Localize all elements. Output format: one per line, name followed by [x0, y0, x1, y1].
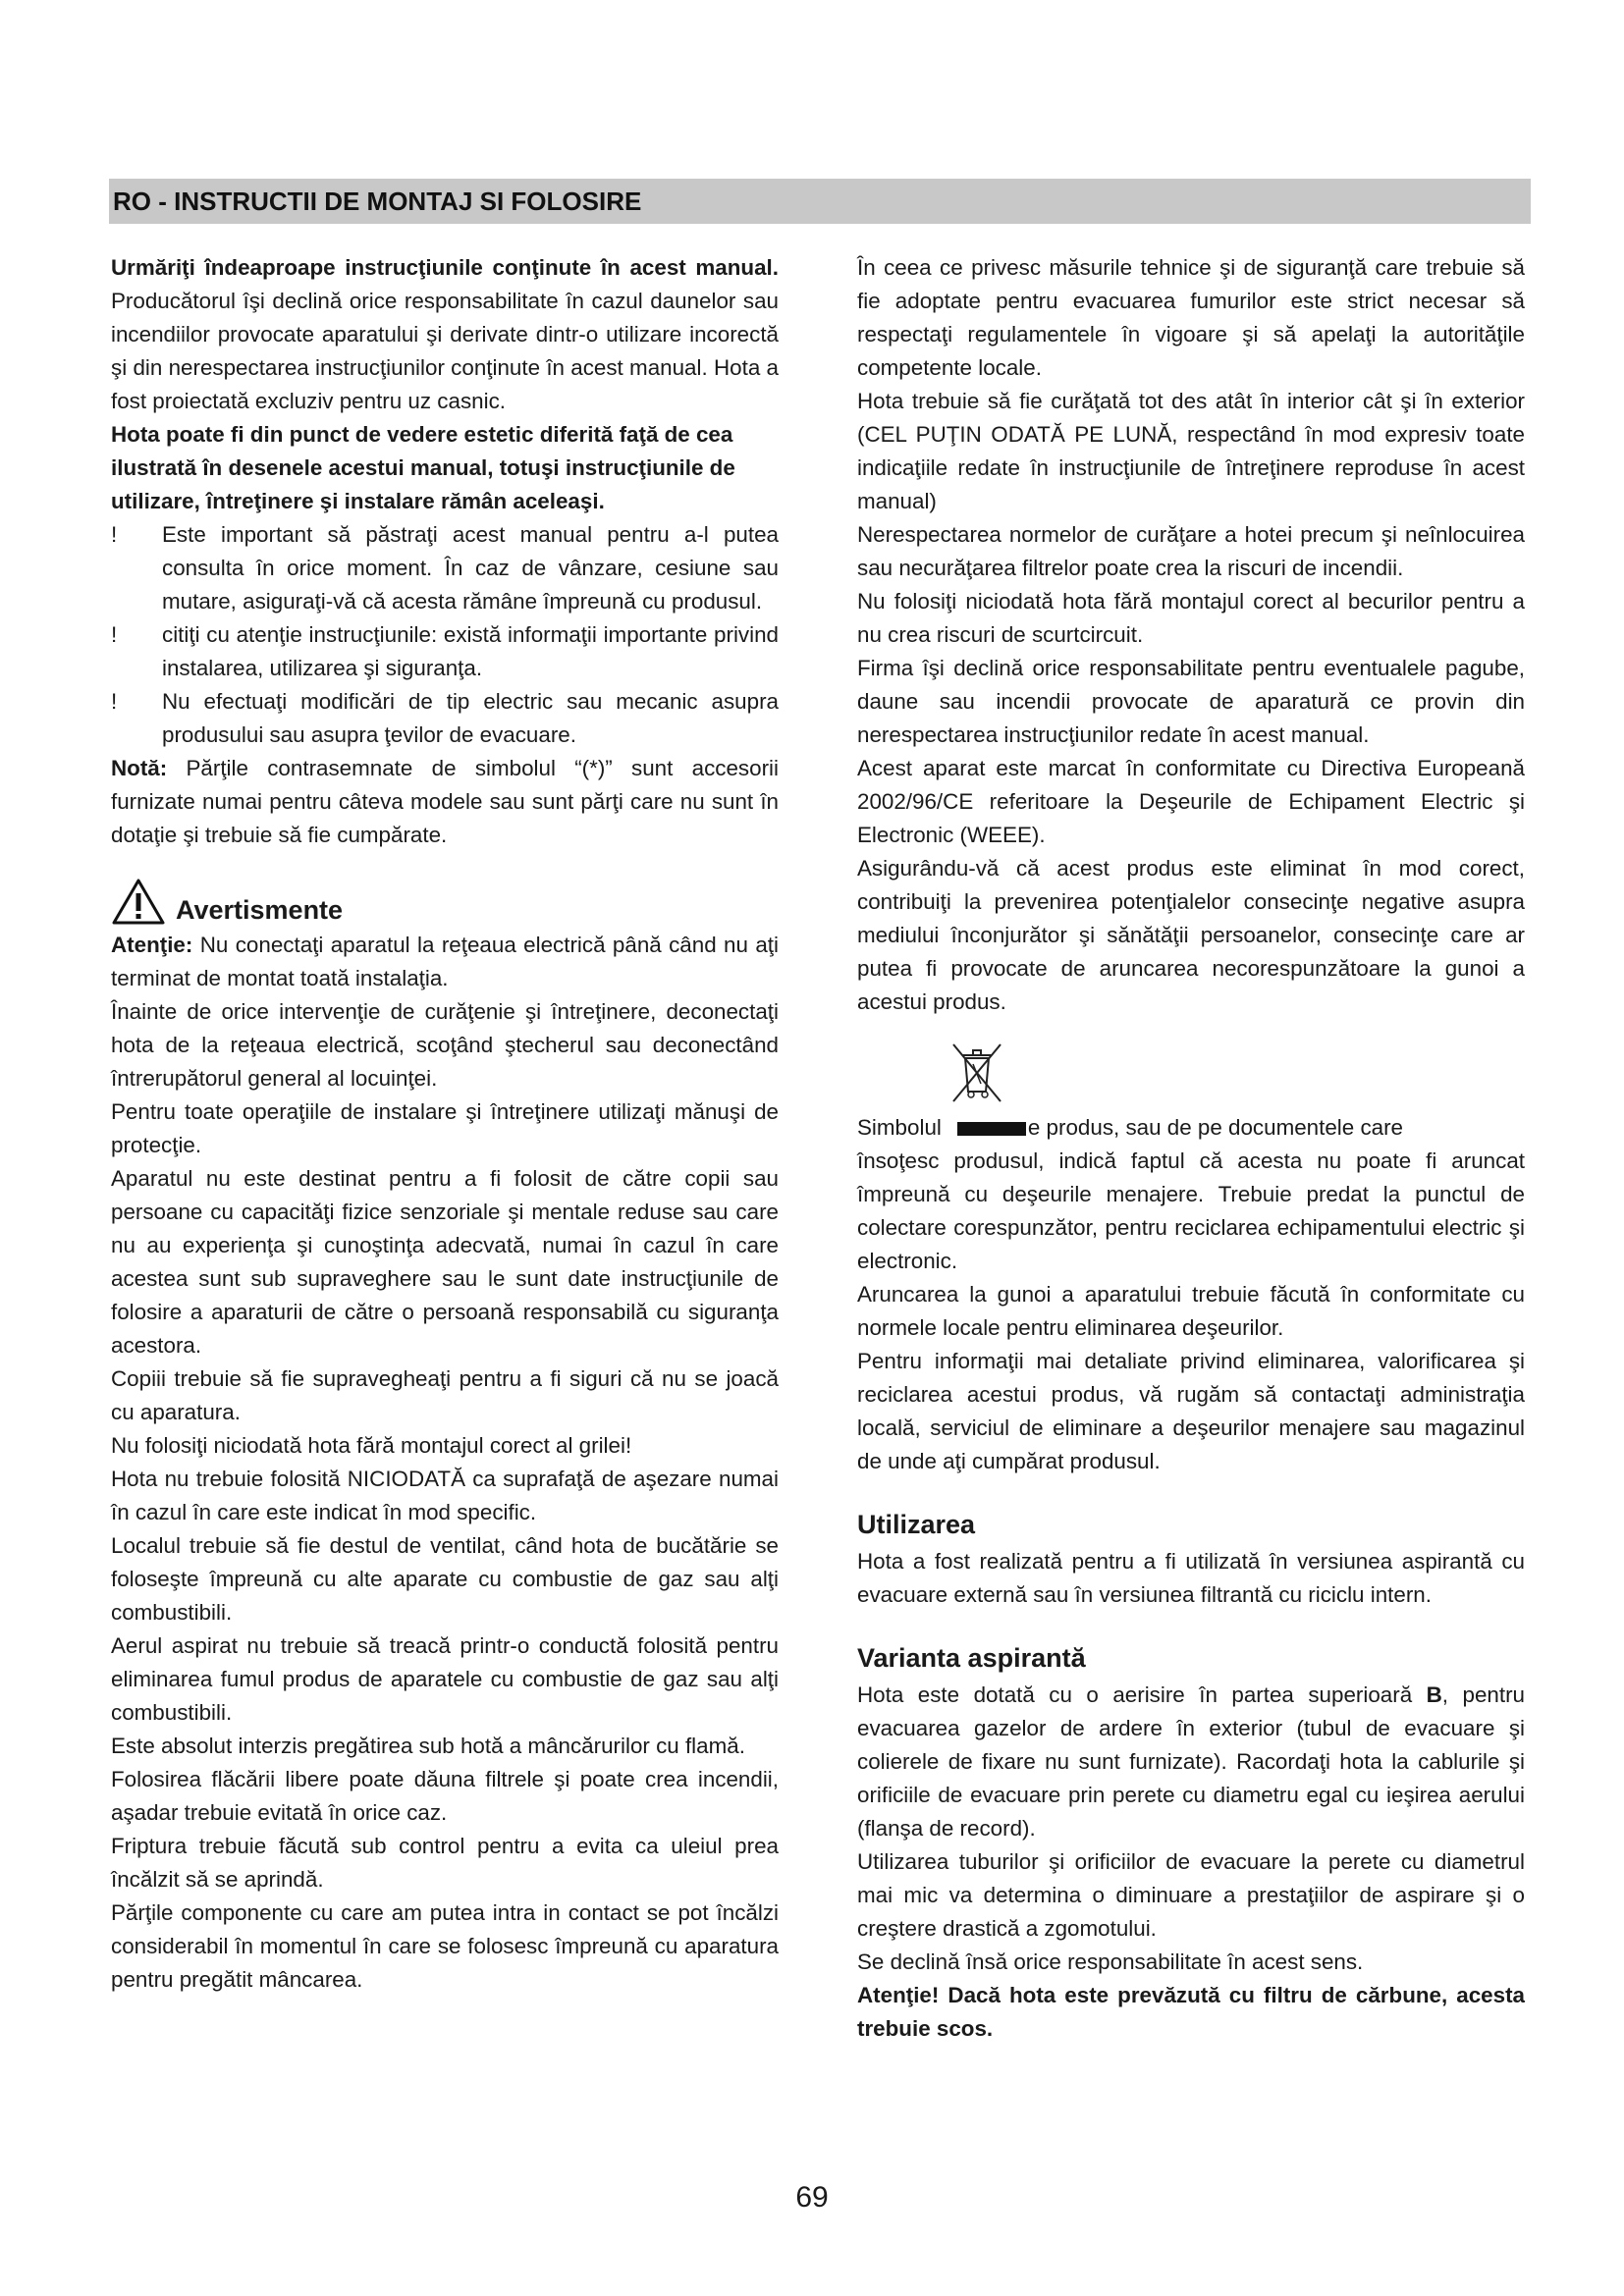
- list-item-text: citiţi cu atenţie instrucţiunile: există informaţii importante privind instalarea, utilizarea şi siguranţa.: [162, 622, 779, 680]
- simbol-paragraph: însoţesc produsul, indică faptul că acesta nu poate fi aruncat împreună cu deşeurile menajere. Trebuie predat la punctul de colectare corespunzător, pentru reciclarea echipamentului electric şi electronic.: [857, 1148, 1525, 1273]
- warning-paragraph: Friptura trebuie făcută sub control pentru a evita ca uleiul prea încălzit să se aprindă.: [111, 1834, 779, 1892]
- design-note: Hota poate fi din punct de vedere estetic diferită faţă de cea ilustrată în desenele acestui manual, totuşi instrucţiunile de utilizare, întreţinere şi instalare rămân aceleaşi.: [111, 422, 735, 513]
- list-item: [111, 618, 779, 685]
- page-title: RO - INSTRUCTII DE MONTAJ SI FOLOSIRE: [113, 187, 642, 216]
- warning-paragraph: Localul trebuie să fie destul de ventilat, când hota de bucătărie se foloseşte împreună cu alte aparate cu combustie de gaz sau alţi combustibili.: [111, 1533, 779, 1625]
- list-item-text: Nu efectuaţi modificări de tip electric sau mecanic asupra produsului sau asupra ţevilor de evacuare.: [162, 689, 779, 747]
- warning-paragraph: Aerul aspirat nu trebuie să treacă printr-o conductă folosită pentru eliminarea fumul produs de aparatele cu combustie de gaz sau alţi combustibili.: [111, 1633, 779, 1725]
- warnings-heading: [111, 878, 779, 927]
- list-item: [111, 518, 779, 618]
- warning-paragraph: Nu folosiţi niciodată hota fără montajul corect al grilei!: [111, 1433, 632, 1458]
- varianta-paragraph: Se declină însă orice responsabilitate în acest sens.: [857, 1949, 1364, 1974]
- varianta-paragraph: [857, 1679, 1525, 1845]
- varianta-text-a: Hota este dotată cu o aerisire în partea superioară: [857, 1682, 1427, 1707]
- utilizarea-paragraph: Hota a fost realizată pentru a fi utilizată în versiunea aspirantă cu evacuare externă sau în versiunea filtrantă cu riciclu intern.: [857, 1549, 1525, 1607]
- exclamation-mark: !: [111, 522, 118, 547]
- redacted-block: [957, 1122, 1026, 1136]
- carbon-filter-warning: Atenţie! Dacă hota este prevăzută cu filtru de cărbune, acesta trebuie scos.: [857, 1983, 1525, 2041]
- disposal-paragraph: Aruncarea la gunoi a aparatului trebuie făcută în conformitate cu normele locale pentru eliminarea deşeurilor.: [857, 1282, 1525, 1340]
- safety-paragraph: Nerespectarea normelor de curăţare a hotei precum şi neînlocuirea sau necurăţarea filtrelor poate crea la riscuri de incendii.: [857, 522, 1525, 580]
- list-item-text: Este important să păstraţi acest manual pentru a-l putea consulta în orice moment. În caz de vânzare, cesiune sau mutare, asiguraţi-vă că acesta rămâne împreună cu produsul.: [162, 522, 779, 614]
- right-column: [857, 251, 1525, 2046]
- list-item: [111, 685, 779, 752]
- simbol-continuation: e produs, sau de pe documentele care: [1027, 1115, 1404, 1140]
- varianta-label-b: B: [1426, 1682, 1442, 1707]
- atentie-paragraph: [111, 929, 779, 995]
- safety-paragraph: Nu folosiţi niciodată hota fără montajul corect al becurilor pentru a nu crea riscuri de scurtcircuit.: [857, 589, 1525, 647]
- varianta-text-c: , pentru evacuarea gazelor de ardere în exterior (tubul de evacuare şi colierele de fixare nu sunt furnizate). Racordaţi hota la cablurile şi orificiile de evacuare prin perete cu diametru egal cu ieşirea aerului (flanşa de record).: [857, 1682, 1525, 1841]
- varianta-paragraph: Utilizarea tuburilor şi orificiilor de evacuare la perete cu diametrul mai mic va determina o diminuare a prestaţiilor de aspirare şi o creştere drastică a zgomotului.: [857, 1849, 1525, 1941]
- warning-paragraph: Folosirea flăcării libere poate dăuna filtrele şi poate crea incendii, aşadar trebuie evitată în orice caz.: [111, 1767, 779, 1825]
- exclamation-mark: !: [111, 689, 118, 714]
- varianta-heading: Varianta aspirantă: [857, 1643, 1086, 1673]
- warning-paragraph: Aparatul nu este destinat pentru a fi folosit de către copii sau persoane cu capacităţi fizice senzoriale şi mentale reduse sau care nu au experienţa şi cunoştinţa adecvată, numai în cazul în care acestea sunt sub supraveghere sau le sunt date instrucţiunile de folosire a aparaturii de către o persoană responsabilă cu siguranţa acestora.: [111, 1166, 779, 1358]
- safety-paragraph: Firma îşi declină orice responsabilitate pentru eventualele pagube, daune sau incendii provocate de aparatură ce provin din nerespectarea instrucţiunilor redate în acest manual.: [857, 656, 1525, 747]
- utilizarea-heading: Utilizarea: [857, 1510, 976, 1539]
- crossed-bin-icon: [947, 1041, 1006, 1105]
- warning-paragraph: Copiii trebuie să fie supravegheaţi pentru a fi siguri că nu se joacă cu aparatura.: [111, 1366, 779, 1424]
- intro-text: Producătorul îşi declină orice responsabilitate în cazul daunelor sau incendiilor provocate aparatului şi derivate dintr-o utilizare incorectă şi din nerespectarea instrucţiunilor conţinute în acest manual. Hota a fost proiectată excluziv pentru uz casnic.: [111, 289, 779, 413]
- safety-paragraph: În ceea ce privesc măsurile tehnice şi de siguranţă care trebuie să fie adoptate pentru evacuarea fumurilor este strict necesar să respectaţi regulamentele în vigoare şi să apelaţi la autorităţile competente locale.: [857, 255, 1525, 380]
- intro-bold-text: Urmăriţi îndeaproape instrucţiunile conţinute în acest manual.: [111, 255, 779, 280]
- simbol-line: [857, 1111, 1525, 1145]
- warning-paragraph: Este absolut interzis pregătirea sub hotă a mâncărurilor cu flamă.: [111, 1734, 745, 1758]
- atentie-label: Atenţie:: [111, 933, 193, 957]
- section-header-bar: [109, 179, 1531, 224]
- exclamation-mark: !: [111, 622, 118, 647]
- warning-paragraph: Hota nu trebuie folosită NICIODATĂ ca suprafaţă de aşezare numai în cazul în care este indicat în mod specific.: [111, 1467, 779, 1524]
- warnings-title: Avertismente: [176, 895, 344, 925]
- disposal-paragraph: Pentru informaţii mai detaliate privind eliminarea, valorificarea şi reciclarea acestui produs, vă rugăm să contactaţi administraţia locală, serviciul de eliminare a deşeurilor menajere sau magazinul de unde aţi cumpărat produsul.: [857, 1349, 1525, 1473]
- atentie-text: Nu conectaţi aparatul la reţeaua electrică până când nu aţi terminat de montat toată instalaţia.: [111, 933, 779, 990]
- warning-paragraph: Pentru toate operaţiile de instalare şi întreţinere utilizaţi mănuşi de protecţie.: [111, 1099, 779, 1157]
- intro-paragraph: [111, 251, 779, 418]
- nota-text: Părţile contrasemnate de simbolul “(*)” sunt accesorii furnizate numai pentru câteva modele sau sunt părţi care nu sunt în dotaţie şi trebuie să fie cumpărate.: [111, 756, 779, 847]
- warning-triangle-icon: [111, 878, 166, 927]
- warning-paragraph: Părţile componente cu care am putea intra in contact se pot încălzi considerabil în momentul în care se folosesc împreună cu aparatura pentru pregătit mâncarea.: [111, 1900, 779, 1992]
- left-column: [111, 251, 779, 1997]
- weee-paragraph: Acest aparat este marcat în conformitate cu Directiva Europeană 2002/96/CE referitoare la Deşeurile de Echipament Electric şi Electronic (WEEE).: [857, 756, 1525, 847]
- nota-paragraph: [111, 752, 779, 852]
- safety-paragraph: Hota trebuie să fie curăţată tot des atât în interior cât şi în exterior (CEL PUŢIN ODATĂ PE LUNĂ, respectând în mod expresiv toate indicaţiile redate în instrucţiunile de întreţinere reproduse în acest manual): [857, 389, 1525, 513]
- warning-paragraph: Înainte de orice intervenţie de curăţenie şi întreţinere, deconectaţi hota de la reţeaua electrică, scoţând ştecherul sau deconectând întrerupătorul general al locuinţei.: [111, 999, 779, 1091]
- simbol-word: Simbolul: [857, 1115, 942, 1140]
- nota-label: Notă:: [111, 756, 168, 780]
- disposal-paragraph: Asigurându-vă că acest produs este eliminat în mod corect, contribuiţi la prevenirea potenţialelor consecinţe negative asupra mediului înconjurător şi sănătăţii persoanelor, consecinţe care ar putea fi provocate de aruncarea necorespunzătoare la gunoi a acestui produs.: [857, 856, 1525, 1014]
- page-number: 69: [795, 2181, 829, 2214]
